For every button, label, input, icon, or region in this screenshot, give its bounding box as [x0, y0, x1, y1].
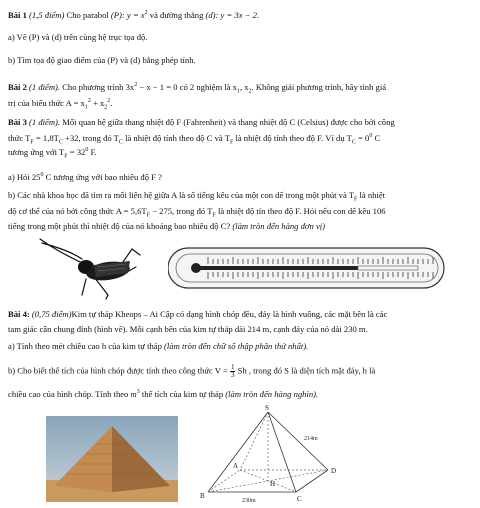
fraction-denominator: 3 — [230, 371, 235, 379]
bai4-question-b2 — [8, 387, 474, 400]
label-base-length: 230m — [242, 498, 256, 504]
label-A: A — [233, 462, 239, 470]
bai4-points: (0,75 điểm) — [29, 309, 72, 319]
bai2-text: , x — [239, 81, 249, 92]
bai1-question-a: a) Vẽ (P) và (d) trên cùng hệ trục tọa độ. — [8, 32, 148, 42]
bai2-points: (1 điểm). — [26, 81, 61, 92]
bai3-deg: 0 — [85, 147, 89, 153]
bai3-sub: C — [351, 139, 356, 146]
label-C: C — [297, 495, 302, 503]
bai4-qb-text: chiều cao của hình chóp. Tính theo — [8, 388, 131, 399]
bai4-line1 — [8, 309, 474, 320]
bai2-expr: . — [110, 97, 113, 108]
thermometer-illustration — [168, 246, 446, 290]
cricket-antenna — [42, 243, 82, 259]
bai3-sub: F — [212, 212, 216, 219]
bai3-text: F. — [88, 146, 97, 157]
bai3-qa-text: a) Hỏi 25 — [8, 171, 41, 182]
bai3-heading: Bài 3 — [8, 117, 27, 127]
label-B: B — [200, 492, 205, 500]
bai3-line3 — [8, 145, 474, 163]
bai3-text: = 32 — [67, 146, 86, 157]
bai3-qb-text: độ cơ thể của nó bởi công thức A = 5,6T — [8, 206, 147, 216]
edge-SD — [268, 412, 328, 470]
bai2-expr: + x — [90, 97, 105, 108]
bai3-deg: 0 — [40, 172, 44, 178]
bai2-sub: 1 — [236, 88, 240, 95]
bai4-text: Kim tự tháp Kheops – Ai Cập có dạng hình chóp đều, đáy là hình vuông, các mặt bên là các — [71, 309, 388, 319]
bai3-sub: C — [58, 139, 63, 146]
bai3-sub: F — [354, 196, 358, 203]
bai1-heading: Bài 1 — [8, 9, 27, 20]
bai3-qb-text: − 275, trong đó T — [150, 206, 213, 216]
bai3-sub: C — [118, 139, 123, 146]
bai3-text: C — [372, 132, 381, 143]
label-H: H — [270, 480, 276, 488]
bai3-question-a — [8, 170, 474, 183]
bai2-exp: 2 — [87, 98, 91, 104]
bai3-qb-text: tiếng trong một phút thì nhiệt độ của nó khoảng bao nhiêu độ C? — [8, 221, 233, 231]
bai2-exp: 2 — [134, 82, 138, 88]
bai4-qa-note: (làm tròn đến chữ số thập phân thứ nhất). — [164, 341, 309, 351]
bai1-points: (1,5 điểm) — [29, 9, 65, 20]
bai1-intro: Cho parabol — [64, 9, 111, 20]
bai3-question-b2 — [8, 206, 474, 222]
bai3-points: (1 điểm). — [26, 117, 61, 127]
bai4-question-a — [8, 341, 474, 352]
bai3-qb-text: là nhiệt độ tín theo độ F. Hỏi nếu con dế kêu 106 — [215, 206, 386, 216]
bai3-sub: F — [146, 212, 150, 219]
bai3-question-b1 — [8, 190, 474, 206]
bai1-question-b: b) Tìm tọa độ giao điểm của (P) và (d) bằng phép tính. — [8, 55, 196, 65]
fraction-numerator: 1 — [230, 364, 235, 371]
bai4-question-b1 — [8, 364, 474, 379]
bai2-text: Cho phương trình 3x — [60, 81, 135, 92]
bai2-line1 — [8, 80, 474, 98]
cricket-antenna — [40, 239, 80, 262]
bai4-qa-text: a) Tính theo mét chiều cao h của kim tự tháp — [8, 341, 165, 351]
bai4-qb-note: (làm tròn đến hàng nghìn). — [225, 388, 319, 399]
bai3-text: tương ứng với T — [8, 146, 65, 157]
bai3-sub: F — [64, 153, 68, 160]
edge-SB — [208, 412, 268, 492]
bai4-heading: Bài 4: — [8, 309, 30, 319]
bai3-text: là nhiệt độ tính theo độ F. Ví dụ T — [233, 132, 352, 143]
bai3-text: thức T — [8, 132, 31, 143]
label-edge-length: 214m — [304, 436, 318, 442]
bai4-qb-text: b) Cho biết thể tích của hình chóp được tính theo công thức V = — [8, 365, 230, 376]
bai2-expr: trị của biểu thức A = x — [8, 97, 85, 108]
bai3-question-b3 — [8, 221, 474, 232]
bai1-and: và đường thẳng — [147, 9, 206, 20]
pyramid-diagram — [196, 404, 344, 506]
bai3-text: +32, trong đó T — [62, 132, 119, 143]
parabol-exp: 2 — [144, 10, 148, 16]
bai3-qa-text: C tương ứng với bao nhiêu độ F ? — [43, 171, 162, 182]
bai3-sub: F — [30, 139, 34, 146]
bai3-qb-text: b) Các nhà khoa học đã tìm ra mối liên hệ giữa A là số tiếng kêu của một con dế trong một phút và T — [8, 190, 355, 200]
bai2-sub: 2 — [248, 88, 252, 95]
edge-CD — [296, 470, 328, 492]
bai4-qb-text: Sh , trong đó S là diện tích mặt đáy, h là — [235, 365, 376, 376]
bai2-line2 — [8, 96, 474, 114]
bai3-sub: F — [229, 139, 234, 146]
bai3-text: Mối quan hệ giữa thang nhiệt độ F (Fahrenheit) và thang nhiệt độ C (Celsius) được cho bởi công — [60, 117, 395, 127]
bai4-line2: tam giác cân chung đỉnh (hình vẽ). Mỗi cạnh bên của kim tự tháp dài 214 m, cạnh đáy của nó dài 230 m. — [8, 324, 368, 334]
bai3-text: = 0 — [355, 132, 370, 143]
edge-AB — [208, 470, 240, 492]
cricket-illustration — [36, 237, 146, 300]
bai3-text: là nhiệt độ tính theo độ C và T — [122, 132, 230, 143]
bai3-line1 — [8, 117, 474, 128]
bai3-qb-note: (làm tròn đến hàng đơn vị) — [232, 221, 326, 231]
bai3-qb-text: là nhiệt — [357, 190, 386, 200]
pyramid-photo — [46, 416, 178, 502]
label-S: S — [265, 404, 269, 412]
bai2-sub: 1 — [84, 104, 88, 111]
bai3-text: = 1,8T — [33, 132, 59, 143]
bai2-heading: Bài 2 — [8, 81, 27, 92]
thermometer-column — [198, 266, 358, 270]
edge-SA — [240, 412, 268, 470]
unit-exp: 3 — [136, 389, 140, 395]
bai2-text: . Không giải phương trình, hãy tính giá — [251, 81, 387, 92]
label-D: D — [331, 467, 337, 475]
bai4-qb-text: thể tích của kim tự tháp — [139, 388, 226, 399]
bai2-text: − x − 1 = 0 có 2 nghiệm là x — [137, 81, 237, 92]
line-eq: (d): y = 3x − 2. — [205, 9, 260, 20]
unit-m: m — [130, 388, 137, 399]
bai2-sub: 2 — [104, 104, 108, 111]
bai1-line — [8, 8, 474, 21]
bai3-deg: 0 — [369, 133, 373, 139]
parabol-eq: (P): y = x — [110, 9, 145, 20]
bai2-exp: 2 — [107, 98, 111, 104]
cricket-leg — [82, 279, 86, 295]
